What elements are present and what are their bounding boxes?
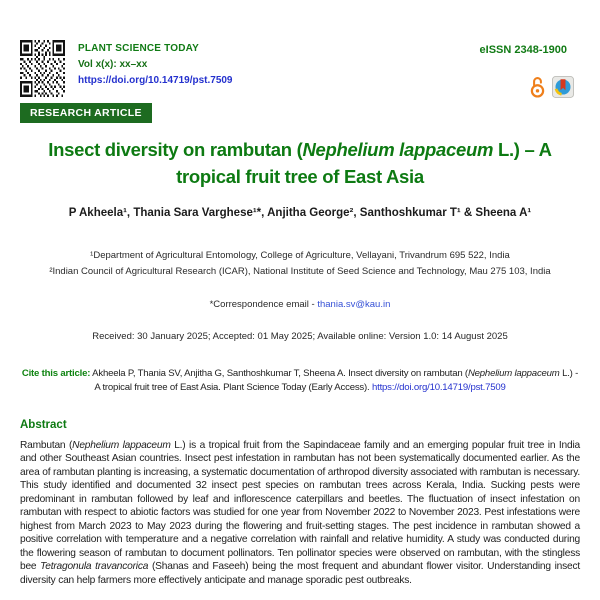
qr-code-icon <box>20 40 65 97</box>
correspondence-label: *Correspondence email - <box>209 299 318 310</box>
bookmark-badge-icon[interactable] <box>552 76 574 98</box>
header-icons <box>529 75 574 99</box>
correspondence-line <box>20 299 580 310</box>
abstract-bee-italic: Tetragonula travancorica <box>40 561 149 573</box>
title-species-italic: Nephelium lappaceum <box>302 139 494 160</box>
eissn-label: eISSN 2348-1900 <box>479 44 567 56</box>
open-access-icon <box>529 75 546 99</box>
cite-text-end: L.) - A tropical fruit tree of East Asia. Plant Science Today (Early Access). <box>94 368 579 393</box>
title-text-end: L.) – A <box>493 139 552 160</box>
citation-doi-link[interactable]: https://doi.org/10.14719/pst.7509 <box>371 382 506 393</box>
abstract-seg: (Shanas and Faseeh) being the most frequent and abundant flower visitor. Understanding insect diversity can help farmers more effectively anticipate and manage sporadic pest outbreaks. <box>20 561 581 586</box>
cite-label: Cite this article: <box>21 368 91 379</box>
correspondence-email-link[interactable]: thania.sv@kau.in <box>317 299 391 310</box>
affiliations <box>20 248 580 280</box>
research-article-badge: RESEARCH ARTICLE <box>20 103 152 123</box>
abstract-heading: Abstract <box>20 419 67 431</box>
article-dates: Received: 30 January 2025; Accepted: 01 May 2025; Available online: Version 1.0: 14 August 2025 <box>92 331 508 342</box>
affiliation-2: ²Indian Council of Agricultural Research (ICAR), National Institute of Seed Science and Technology, Mau 275 103, India <box>49 266 551 277</box>
abstract-seg: Rambutan ( <box>20 440 73 451</box>
affiliation-1: ¹Department of Agricultural Entomology, College of Agriculture, Vellayani, Trivandrum 695 522, India <box>90 250 510 261</box>
page-title <box>20 136 580 190</box>
abstract-seg: L.) is a tropical fruit from the Sapindaceae family and an emerging popular fruit tree in India and other Southeast Asian countries. Insect pest infestation in rambutan has not been systematically documented earlier. As the area of rambutan planting is increasing, a systematic documentation of arthropod diversity associated with rambutan is necessary. This study identified and documented 32 insect pest species on rambutan trees across Kerala, India. Sucking pests were predominant in rambutan followed by leaf and inflorescence caterpillars and beetles. The fluctuation of insect infestation on rambutan with respect to abiotic factors was studied for one year from November 2022 to November 2023. Pest infestations were highest from March 2023 to May 2023 during the flowering and fruit-setting stages. The pest incidence in rambutan showed a positive correlation with temperature and a negative correlation with rainfall and relative humidity. A study was conducted during the flowering season of rambutan to document pollinators. Ten pollinator species were observed on rambutan, with the stingless bee <box>20 440 580 573</box>
journal-name: PLANT SCIENCE TODAY <box>78 43 200 54</box>
journal-volume: Vol x(x): xx–xx <box>78 59 148 70</box>
journal-info <box>78 43 233 88</box>
title-line2: tropical fruit tree of East Asia <box>176 166 424 187</box>
abstract-text <box>20 439 580 587</box>
title-text: Insect diversity on rambutan ( <box>48 139 303 160</box>
header-doi-link[interactable]: https://doi.org/10.14719/pst.7509 <box>78 75 233 86</box>
abstract-species-italic: Nephelium lappaceum <box>72 440 171 451</box>
cite-text: Akheela P, Thania SV, Anjitha G, Santhoshkumar T, Sheena A. Insect diversity on rambutan ( <box>90 368 468 379</box>
authors-line: P Akheela¹, Thania Sara Varghese¹*, Anjitha George², Santhoshkumar T¹ & Sheena A¹ <box>68 207 532 219</box>
cite-species-italic: Nephelium lappaceum <box>467 368 560 379</box>
citation-block <box>18 367 582 395</box>
